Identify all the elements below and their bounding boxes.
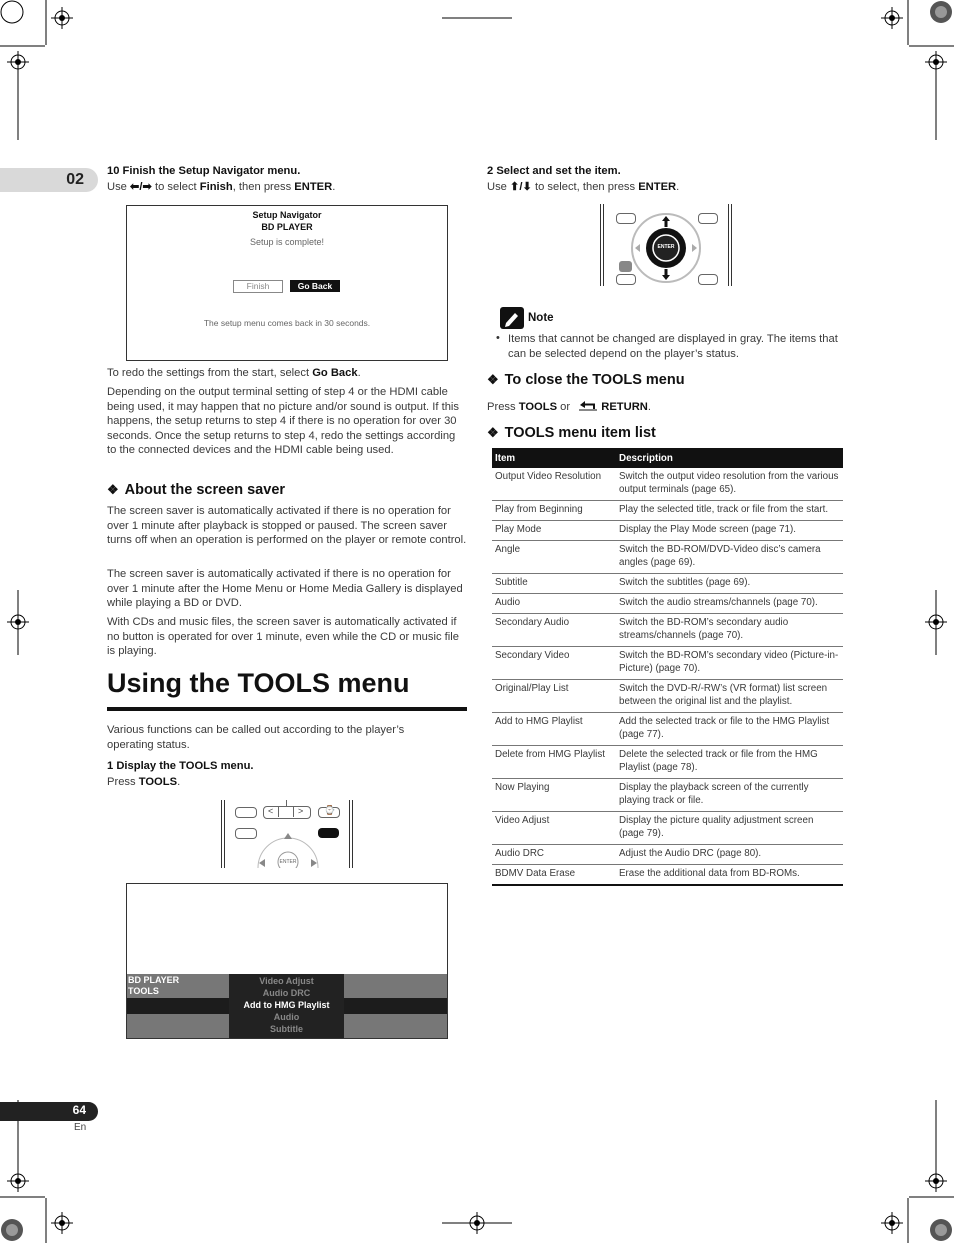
- screensaver-paragraph-2: The screen saver is automatically activated if there is no operation for over 1 minute after the Home Menu or Home Media Gallery is displayed while playing a BD or DVD.: [107, 568, 463, 610]
- step1-title: 1 Display the TOOLS menu.: [107, 760, 254, 772]
- registration-mark-icon: [925, 1170, 947, 1192]
- tools-screen-label2: TOOLS: [128, 986, 159, 996]
- item-name-cell: Play Mode: [492, 521, 616, 541]
- item-name-cell: Original/Play List: [492, 680, 616, 713]
- column-header: Item: [492, 448, 616, 468]
- registration-mark-icon: [7, 611, 29, 633]
- item-description-cell: Display the playback screen of the currently playing track or file.: [616, 779, 843, 812]
- step2-title: 2 Select and set the item.: [487, 165, 621, 177]
- right-arrow-icon: >: [298, 806, 304, 816]
- item-name-cell: Audio DRC: [492, 845, 616, 865]
- chapter-number: 02: [66, 171, 84, 188]
- close-tools-heading: ❖ To close the TOOLS menu: [487, 372, 685, 388]
- tools-menu-item[interactable]: Audio: [273, 1012, 300, 1022]
- item-name-cell: Delete from HMG Playlist: [492, 746, 616, 779]
- item-description-cell: Switch the BD-ROM’s secondary audio streams/channels (page 70).: [616, 614, 843, 647]
- item-description-cell: Delete the selected track or file from the HMG Playlist (page 78).: [616, 746, 843, 779]
- tools-menu-screen: [126, 883, 448, 1039]
- step1-text: Press TOOLS.: [107, 776, 181, 788]
- redo-text: To redo the settings from the start, select Go Back.: [107, 367, 361, 379]
- item-description-cell: Play the selected title, track or file from the start.: [616, 501, 843, 521]
- chapter-tab: [0, 168, 98, 192]
- item-description-cell: Switch the BD-ROM/DVD-Video disc’s camera angles (page 69).: [616, 541, 843, 574]
- remote-illustration-enter: [600, 204, 734, 286]
- color-target-icon: [0, 1217, 26, 1243]
- registration-mark-icon: [51, 7, 73, 29]
- page-number: 64: [72, 1103, 86, 1117]
- left-arrow-icon: <: [268, 806, 274, 816]
- item-description-cell: Erase the additional data from BD-ROMs.: [616, 865, 843, 886]
- note-text: Items that cannot be changed are displayed in gray. The items that can be selected depend on the player’s status.: [508, 333, 838, 360]
- item-description-cell: Switch the output video resolution from the various output terminals (page 65).: [616, 468, 843, 501]
- remote-illustration-tools: [221, 800, 355, 868]
- timer-icon: ⌚: [324, 805, 336, 815]
- tools-list-heading: ❖ TOOLS menu item list: [487, 425, 656, 441]
- depending-paragraph: Depending on the output terminal setting of step 4 or the HDMI cable being used, it may happen that no picture and/or sound is output. If this happens, the setup returns to step 4 if there is no operation for over 30 seconds. Once the setup returns to step 4, redo the settings according to the connected devices and the HDMI cable being used.: [107, 386, 460, 457]
- intro-paragraph: Various functions can be called out according to the player’s operating status.: [107, 724, 405, 751]
- item-description-cell: Switch the subtitles (page 69).: [616, 574, 843, 594]
- table-row: [492, 521, 843, 541]
- enter-key-label: ENTER: [279, 859, 297, 865]
- screensaver-heading: ❖ About the screen saver: [107, 482, 286, 498]
- left-right-arrows-icon: ⬅/➡: [130, 181, 152, 193]
- color-target-icon: [928, 1217, 954, 1243]
- setup-screen-title: Setup Navigator: [252, 210, 322, 220]
- item-description-cell: Switch the BD-ROM’s secondary video (Picture-in-Picture) (page 70).: [616, 647, 843, 680]
- page-number-tab: [0, 1102, 98, 1121]
- title-divider: [107, 707, 467, 711]
- table-row: [492, 865, 843, 886]
- setup-complete-text: Setup is complete!: [249, 237, 325, 247]
- column-header: Description: [616, 448, 843, 468]
- item-name-cell: Now Playing: [492, 779, 616, 812]
- step2-text: Use ⬆/⬇ to select, then press ENTER.: [487, 181, 680, 193]
- finish-button[interactable]: Finish: [233, 280, 283, 293]
- table-row: [492, 647, 843, 680]
- setup-screen-subtitle: BD PLAYER: [261, 222, 313, 232]
- setup-navigator-screen: [126, 205, 448, 361]
- item-description-cell: Switch the audio streams/channels (page 70).: [616, 594, 843, 614]
- tools-menu-item-selected[interactable]: Add to HMG Playlist: [243, 1000, 330, 1010]
- remote-key[interactable]: [235, 807, 257, 818]
- bullet-icon: •: [496, 332, 500, 344]
- registration-mark-icon: [466, 1212, 488, 1234]
- table-row: [492, 779, 843, 812]
- color-target-icon: [928, 0, 954, 26]
- tools-menu-item[interactable]: Subtitle: [270, 1024, 303, 1034]
- tools-item-table: [492, 448, 843, 886]
- color-target-icon: [0, 0, 26, 26]
- table-row: [492, 594, 843, 614]
- registration-mark-icon: [881, 7, 903, 29]
- item-description-cell: Add the selected track or file to the HMG Playlist (page 77).: [616, 713, 843, 746]
- go-back-button[interactable]: Go Back: [290, 280, 340, 292]
- table-row: [492, 746, 843, 779]
- item-name-cell: Video Adjust: [492, 812, 616, 845]
- table-row: [492, 680, 843, 713]
- diamond-bullet-icon: ❖: [107, 482, 119, 497]
- item-name-cell: Secondary Video: [492, 647, 616, 680]
- item-name-cell: Audio: [492, 594, 616, 614]
- diamond-bullet-icon: ❖: [487, 372, 499, 387]
- registration-mark-icon: [925, 611, 947, 633]
- registration-mark-icon: [881, 1212, 903, 1234]
- registration-mark-icon: [925, 51, 947, 73]
- item-name-cell: Play from Beginning: [492, 501, 616, 521]
- registration-mark-icon: [7, 1170, 29, 1192]
- registration-mark-icon: [51, 1212, 73, 1234]
- table-row: [492, 541, 843, 574]
- item-name-cell: BDMV Data Erase: [492, 865, 616, 886]
- table-row: [492, 468, 843, 501]
- item-description-cell: Switch the DVD-R/-RW’s (VR format) list screen between the original list and the playlist.: [616, 680, 843, 713]
- page-title: Using the TOOLS menu: [107, 668, 410, 698]
- item-name-cell: Subtitle: [492, 574, 616, 594]
- diamond-bullet-icon: ❖: [487, 425, 499, 440]
- step10-text: Use ⬅/➡ to select Finish, then press ENTER.: [107, 181, 336, 193]
- close-tools-text: Press TOOLS or RETURN.: [487, 401, 651, 413]
- table-row: [492, 845, 843, 865]
- table-row: [492, 501, 843, 521]
- item-description-cell: Display the picture quality adjustment screen (page 79).: [616, 812, 843, 845]
- note-pencil-icon: [500, 307, 524, 329]
- item-name-cell: Angle: [492, 541, 616, 574]
- screensaver-paragraph-3: With CDs and music files, the screen saver is automatically activated if no button is operated for over 1 minute, even while the CD or music file is playing.: [107, 616, 459, 658]
- table-row: [492, 614, 843, 647]
- enter-key-label: ENTER: [657, 244, 675, 250]
- tools-menu-item[interactable]: Audio DRC: [262, 988, 311, 998]
- item-description-cell: Display the Play Mode screen (page 71).: [616, 521, 843, 541]
- up-down-arrows-icon: ⬆/⬇: [510, 181, 532, 193]
- return-icon: [577, 399, 599, 411]
- step10-title: 10 Finish the Setup Navigator menu.: [107, 165, 301, 177]
- registration-mark-icon: [7, 51, 29, 73]
- item-description-cell: Adjust the Audio DRC (page 80).: [616, 845, 843, 865]
- table-row: [492, 812, 843, 845]
- table-row: [492, 574, 843, 594]
- item-name-cell: Secondary Audio: [492, 614, 616, 647]
- item-name-cell: Add to HMG Playlist: [492, 713, 616, 746]
- language-label: En: [74, 1122, 87, 1133]
- item-name-cell: Output Video Resolution: [492, 468, 616, 501]
- tools-screen-label1: BD PLAYER: [128, 975, 180, 985]
- setup-footer-text: The setup menu comes back in 30 seconds.: [203, 318, 371, 328]
- table-header-row: [492, 448, 843, 468]
- screensaver-paragraph-1: The screen saver is automatically activated if there is no operation for over 1 minute after playback is stopped or paused. The screen saver turns off when an operation is performed on the player or remote control.: [107, 505, 467, 547]
- note-label: Note: [528, 312, 554, 324]
- table-row: [492, 713, 843, 746]
- tools-menu-item[interactable]: Video Adjust: [259, 976, 314, 986]
